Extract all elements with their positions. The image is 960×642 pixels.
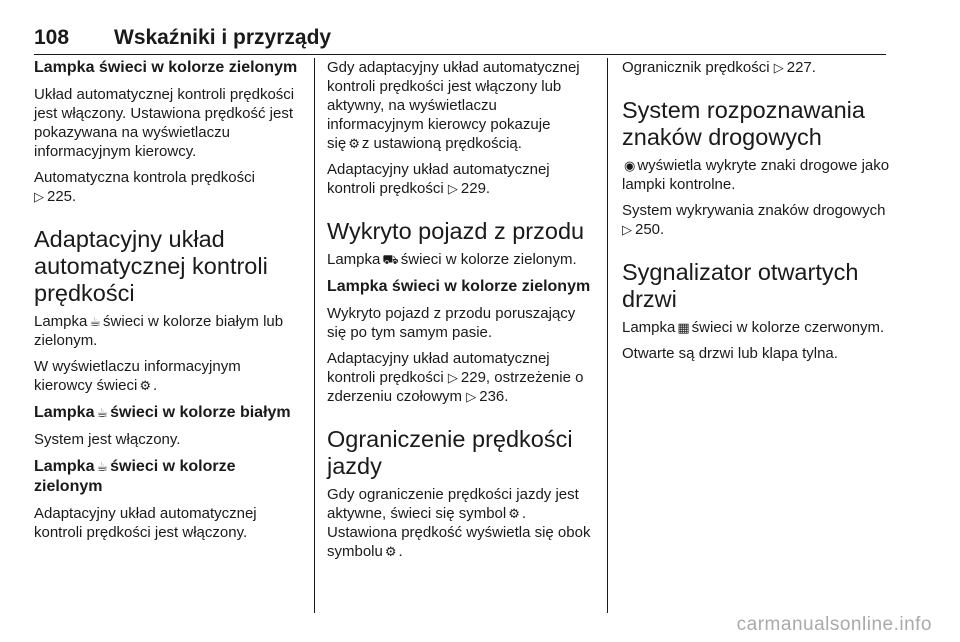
adaptive-cruise-icon: ⚙ — [139, 378, 152, 393]
paragraph — [327, 349, 595, 406]
page-ref-icon: ▷ — [773, 60, 784, 75]
paragraph — [622, 156, 890, 194]
text: z ustawioną prędkością. — [361, 135, 522, 152]
paragraph — [327, 58, 595, 153]
column-3 — [622, 58, 890, 370]
text: świeci w kolorze czerwonym. — [691, 319, 885, 336]
page-ref-icon: ▷ — [466, 389, 477, 404]
text: wyświetla wykryte znaki drogowe jako lampki kontrolne. — [622, 157, 890, 193]
cruise-control-icon: ☕ — [89, 314, 102, 329]
text: Adaptacyjny układ automatycznej kontroli prędkości — [327, 350, 550, 386]
text: świeci w kolorze zielonym. — [400, 251, 577, 268]
page-ref[interactable]: 227. — [786, 59, 816, 76]
subheading: Lampka świeci w kolorze zielonym — [34, 59, 298, 76]
paragraph: System jest włączony. — [34, 431, 181, 448]
paragraph: Gdy ograniczenie prędkości jazdy jest aktywne, świeci się symbol ⚙ . Ustawiona prędkość wyświetla się obok symbolu ⚙ . — [327, 486, 591, 560]
text: Lampka — [34, 458, 95, 475]
cruise-control-icon: ☕ — [96, 405, 109, 420]
column-divider — [607, 58, 608, 613]
speed-limiter-icon: ⚙ — [384, 544, 397, 559]
column-1 — [34, 58, 302, 549]
paragraph — [34, 312, 302, 350]
heading: Sygnalizator otwartych drzwi — [622, 259, 859, 312]
page-ref[interactable]: 236. — [479, 388, 509, 405]
text: Adaptacyjny układ automatycznej kontroli prędkości — [327, 161, 550, 197]
column-divider — [314, 58, 315, 613]
text: Automatyczna kontrola prędkości — [34, 169, 255, 186]
page-ref-icon: ▷ — [447, 370, 458, 385]
section-title: Wskaźniki i przyrządy — [114, 26, 332, 49]
vehicle-ahead-icon: ⛟ — [382, 252, 399, 267]
subheading: Lampka świeci w kolorze zielonym — [327, 278, 591, 295]
text: Lampka — [622, 319, 676, 336]
text: świeci w kolorze białym lub zielonym. — [34, 313, 284, 349]
text: System wykrywania znaków drogowych — [622, 202, 886, 219]
subheading — [34, 403, 302, 423]
heading: System rozpoznawania znaków drogowych — [622, 97, 865, 150]
page-ref-icon: ▷ — [447, 181, 458, 196]
traffic-sign-icon: ◉ — [624, 158, 636, 173]
text: W wyświetlaczu informacyjnym kierowcy świeci — [34, 358, 241, 394]
paragraph — [622, 318, 890, 337]
heading: Adaptacyjny układ automatycznej kontroli prędkości — [34, 226, 268, 306]
text: Ustawiona prędkość wyświetla się obok symbolu — [327, 524, 591, 560]
paragraph: Adaptacyjny układ automatycznej kontroli prędkości jest włączony. — [34, 505, 257, 541]
page-header — [34, 18, 886, 55]
text: Ogranicznik prędkości — [622, 59, 770, 76]
page-ref[interactable]: 229. — [460, 180, 491, 197]
paragraph: Otwarte są drzwi lub klapa tylna. — [622, 345, 838, 362]
heading: Ograniczenie prędkości jazdy — [327, 426, 573, 479]
speed-limiter-icon: ⚙ — [508, 506, 520, 521]
page-ref-icon: ▷ — [622, 222, 632, 237]
adaptive-cruise-icon: ⚙ — [348, 136, 360, 151]
text: Lampka — [34, 404, 95, 421]
watermark: carmanualsonline.info — [736, 614, 932, 635]
paragraph — [327, 250, 595, 269]
door-open-icon: ▦ — [677, 320, 690, 335]
column-2 — [327, 58, 595, 568]
page-ref[interactable]: 229, ostrzeżenie o zderzeniu czołowym — [327, 369, 584, 405]
paragraph: Układ automatycznej kontroli prędkości jest włączony. Ustawiona prędkość jest pokazywana na wyświetlaczu informacyjnym kierowcy. — [34, 86, 295, 160]
text: Gdy ograniczenie prędkości jazdy jest aktywne, świeci się symbol — [327, 486, 579, 522]
text: świeci w kolorze zielonym — [34, 458, 236, 495]
text: świeci w kolorze białym — [110, 404, 291, 421]
page-number: 108 — [34, 26, 70, 49]
text: Lampka — [34, 313, 88, 330]
text: Gdy adaptacyjny układ automatycznej kontroli prędkości jest włączony lub aktywny, na wyświetlaczu informacyjnym kierowcy pokazuje się — [327, 59, 580, 152]
page-ref-icon: ▷ — [34, 189, 44, 204]
heading: Wykryto pojazd z przodu — [327, 218, 585, 244]
paragraph — [34, 168, 302, 206]
paragraph — [622, 201, 890, 239]
paragraph: Wykryto pojazd z przodu poruszający się po tym samym pasie. — [327, 305, 576, 341]
text: Lampka — [327, 251, 381, 268]
page-ref[interactable]: 250. — [635, 221, 665, 238]
paragraph — [622, 58, 890, 77]
paragraph: W wyświetlaczu informacyjnym kierowcy świeci ⚙ . — [34, 358, 241, 394]
cruise-control-icon: ☕ — [96, 459, 109, 474]
paragraph — [327, 160, 595, 198]
page-ref[interactable]: 225. — [47, 188, 77, 205]
subheading — [34, 457, 302, 497]
